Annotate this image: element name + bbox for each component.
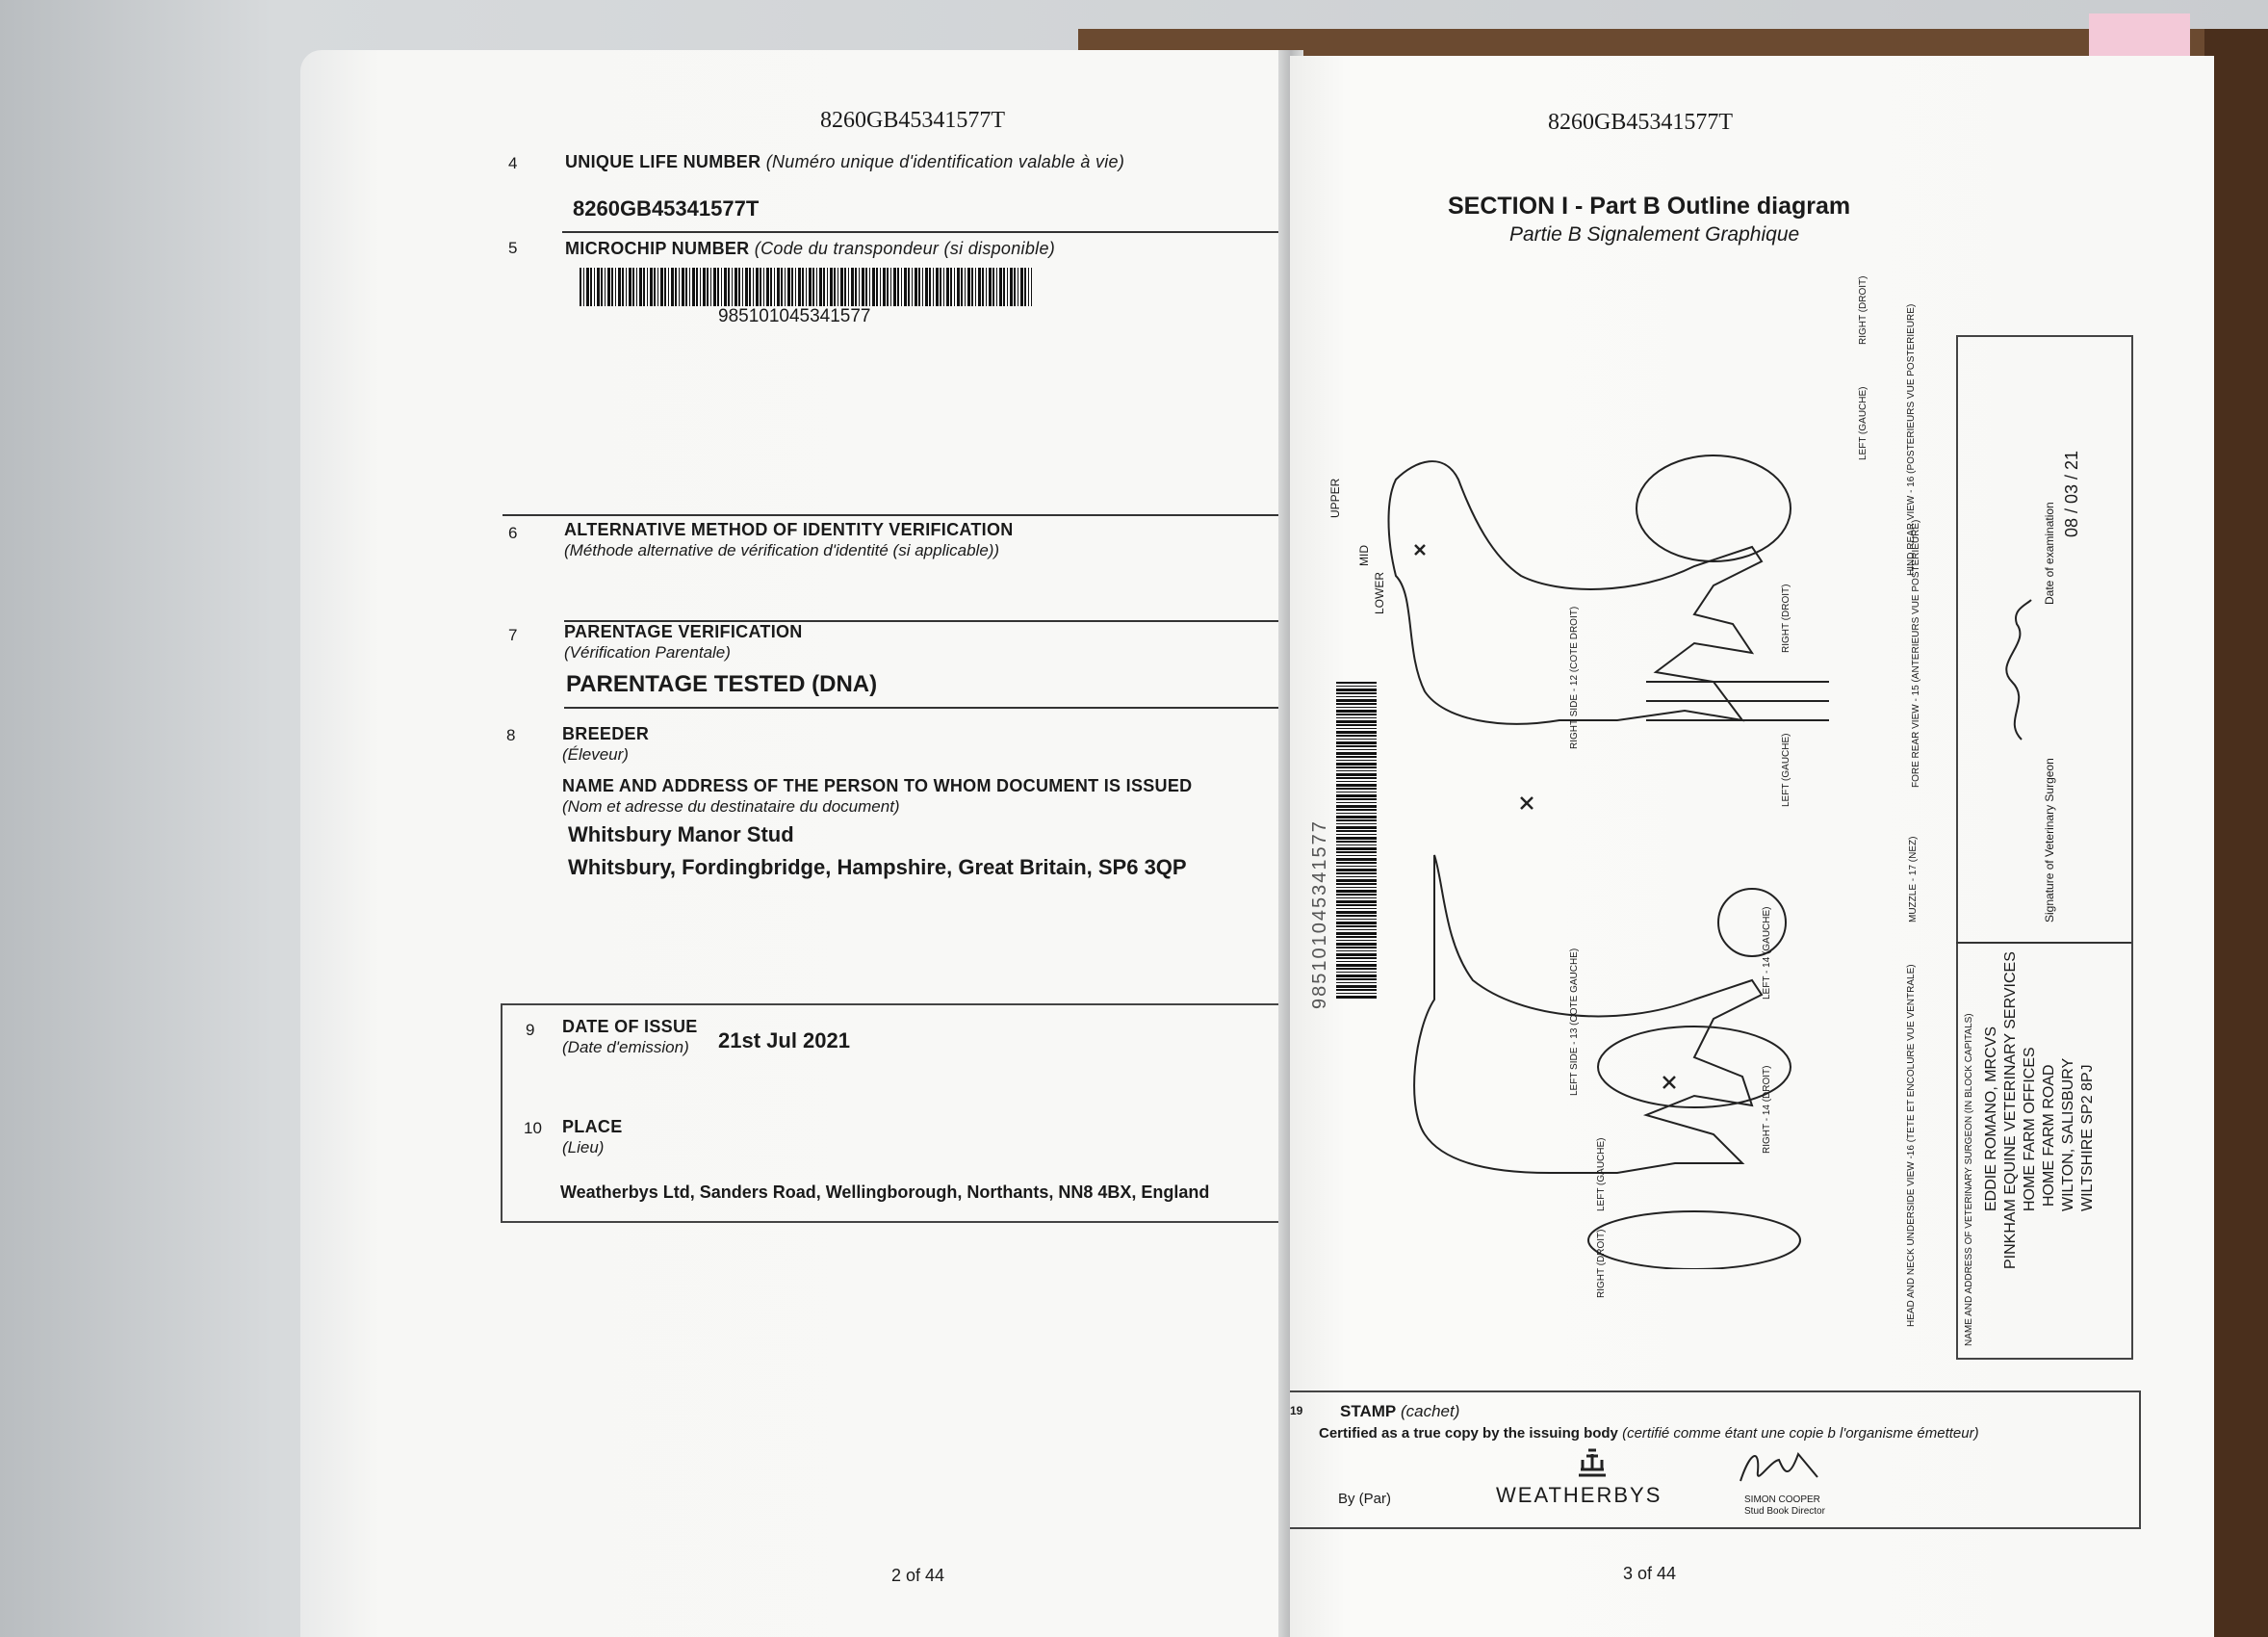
label-fore-left: LEFT (GAUCHE) bbox=[1781, 733, 1791, 807]
alt-verification-label: ALTERNATIVE METHOD OF IDENTITY VERIFICATION bbox=[564, 520, 1014, 539]
page-number: 2 of 44 bbox=[891, 1566, 945, 1585]
label-lower: LOWER bbox=[1373, 571, 1386, 614]
alt-verification-label-fr: (Méthode alternative de vérification d'identité (si applicable)) bbox=[564, 541, 1000, 559]
label-upper: UPPER bbox=[1328, 478, 1342, 518]
label-head-neck: HEAD AND NECK UNDERSIDE VIEW -16 (TETE ET ENCOLURE VUE VENTRALE) bbox=[1906, 964, 1917, 1327]
marking-cross bbox=[1415, 545, 1425, 555]
director-signature bbox=[1731, 1442, 1827, 1493]
signer-name: SIMON COOPER bbox=[1744, 1494, 1820, 1505]
vet-line: EDDIE ROMANO, MRCVS bbox=[1983, 1026, 1999, 1211]
field-number: 4 bbox=[508, 154, 518, 172]
stamp-label: STAMP (cachet) bbox=[1340, 1402, 1460, 1420]
breeder-address: Whitsbury, Fordingbridge, Hampshire, Great Britain, SP6 3QP bbox=[568, 855, 1187, 879]
breeder-name: Whitsbury Manor Stud bbox=[568, 822, 794, 846]
recipient-label: NAME AND ADDRESS OF THE PERSON TO WHOM DOCUMENT IS ISSUED bbox=[562, 776, 1193, 795]
breeder-label-fr: (Éleveur) bbox=[562, 745, 629, 764]
exam-date-label: Date of examination bbox=[2043, 502, 2056, 605]
unique-life-number-label: UNIQUE LIFE NUMBER (Numéro unique d'identification valable à vie) bbox=[565, 152, 1125, 171]
label-top-left: LEFT - 14 (GAUCHE) bbox=[1762, 906, 1772, 1000]
label-muzzle: MUZZLE - 17 (NEZ) bbox=[1908, 836, 1919, 922]
divider bbox=[503, 514, 1290, 516]
marking-cross bbox=[1521, 797, 1533, 809]
hind-rear-view-outline bbox=[1637, 455, 1791, 561]
field-number: 19 bbox=[1290, 1404, 1303, 1417]
breeder-label: BREEDER bbox=[562, 724, 650, 743]
field-number: 6 bbox=[508, 524, 518, 542]
date-of-issue-label: DATE OF ISSUE bbox=[562, 1017, 698, 1036]
parentage-label-fr: (Vérification Parentale) bbox=[564, 643, 731, 662]
label-hind-left: LEFT (GAUCHE) bbox=[1858, 386, 1869, 460]
horse-outline-diagram bbox=[1328, 403, 1906, 1269]
date-of-issue-label-fr: (Date d'emission) bbox=[562, 1038, 689, 1056]
certified-statement: Certified as a true copy by the issuing body (certifié comme étant une copie b l'organisme émetteur) bbox=[1319, 1425, 1979, 1442]
field-number: 5 bbox=[508, 239, 518, 257]
vet-line: WILTON, SALISBURY bbox=[2060, 1057, 2076, 1211]
label-hind-right: RIGHT (DROIT) bbox=[1858, 275, 1869, 345]
weatherbys-crest-icon bbox=[1573, 1446, 1611, 1481]
vet-signature-label: Signature of Veterinary Surgeon bbox=[2043, 758, 2056, 922]
parentage-label: PARENTAGE VERIFICATION bbox=[564, 622, 803, 641]
vet-line: PINKHAM EQUINE VETERINARY SERVICES bbox=[2002, 951, 2019, 1269]
exam-date-value: 08 / 03 / 21 bbox=[2062, 450, 2081, 537]
label-fore-rear: FORE REAR VIEW - 15 (ANTERIEURS VUE POSTERIEURE) bbox=[1911, 519, 1921, 788]
place-label: PLACE bbox=[562, 1117, 623, 1136]
vertical-barcode bbox=[1336, 682, 1377, 1000]
marking-cross bbox=[1663, 1077, 1675, 1088]
right-page bbox=[1290, 56, 2214, 1637]
page-header-id: 8260GB45341577T bbox=[820, 108, 1005, 133]
muzzle-outline bbox=[1718, 889, 1786, 956]
field-number: 8 bbox=[506, 726, 516, 744]
field-number: 10 bbox=[524, 1119, 542, 1137]
vet-signature bbox=[1983, 595, 2050, 749]
signer-title: Stud Book Director bbox=[1744, 1506, 1825, 1517]
place-value: Weatherbys Ltd, Sanders Road, Wellingborough, Northants, NN8 4BX, England bbox=[560, 1182, 1210, 1202]
section-subtitle: Partie B Signalement Graphique bbox=[1509, 223, 1800, 246]
field-number: 7 bbox=[508, 626, 518, 644]
recipient-label-fr: (Nom et adresse du destinataire du document) bbox=[562, 797, 900, 816]
microchip-barcode bbox=[580, 268, 1032, 306]
microchip-number: 985101045341577 bbox=[718, 306, 871, 326]
horse-left-side-outline bbox=[1414, 855, 1762, 1173]
date-of-issue-value: 21st Jul 2021 bbox=[718, 1028, 850, 1052]
divider bbox=[562, 231, 1290, 233]
vertical-barcode-number: 985101045341577 bbox=[1309, 819, 1330, 1009]
weatherbys-logo-text: WEATHERBYS bbox=[1496, 1483, 1662, 1507]
label-mid: MID bbox=[1357, 545, 1371, 566]
unique-life-number-value: 8260GB45341577T bbox=[573, 196, 760, 221]
section-title: SECTION I - Part B Outline diagram bbox=[1448, 193, 1851, 220]
by-label: By (Par) bbox=[1338, 1491, 1392, 1507]
place-label-fr: (Lieu) bbox=[562, 1138, 605, 1156]
left-page bbox=[300, 50, 1290, 1637]
label-right-side: RIGHT SIDE - 12 (COTE DROIT) bbox=[1569, 606, 1580, 749]
vet-line: HOME FARM ROAD bbox=[2041, 1064, 2057, 1207]
label-left-side: LEFT SIDE - 13 (COTE GAUCHE) bbox=[1569, 948, 1580, 1096]
parentage-value: PARENTAGE TESTED (DNA) bbox=[566, 671, 878, 697]
field-number: 9 bbox=[526, 1021, 535, 1039]
vet-line: WILTSHIRE SP2 8PJ bbox=[2079, 1064, 2096, 1211]
label-fore-right: RIGHT (DROIT) bbox=[1781, 584, 1791, 653]
label-neck-left: LEFT (GAUCHE) bbox=[1596, 1137, 1607, 1211]
label-neck-right: RIGHT (DROIT) bbox=[1596, 1229, 1607, 1298]
divider bbox=[1956, 942, 2131, 944]
divider bbox=[564, 707, 1290, 709]
head-underside-outline bbox=[1588, 1211, 1800, 1269]
label-top-right: RIGHT - 14 (DROIT) bbox=[1762, 1065, 1772, 1154]
microchip-label: MICROCHIP NUMBER (Code du transpondeur (si disponible) bbox=[565, 239, 1056, 258]
page-number: 3 of 44 bbox=[1623, 1564, 1677, 1583]
vet-heading: NAME AND ADDRESS OF VETERINARY SURGEON (IN BLOCK CAPITALS) bbox=[1964, 1013, 1974, 1346]
page-header-id: 8260GB45341577T bbox=[1548, 110, 1733, 135]
label-hind-rear: HIND REAR VIEW - 16 (POSTERIEURS VUE POSTERIEURE) bbox=[1906, 303, 1917, 576]
vet-line: HOME FARM OFFICES bbox=[2022, 1047, 2038, 1211]
